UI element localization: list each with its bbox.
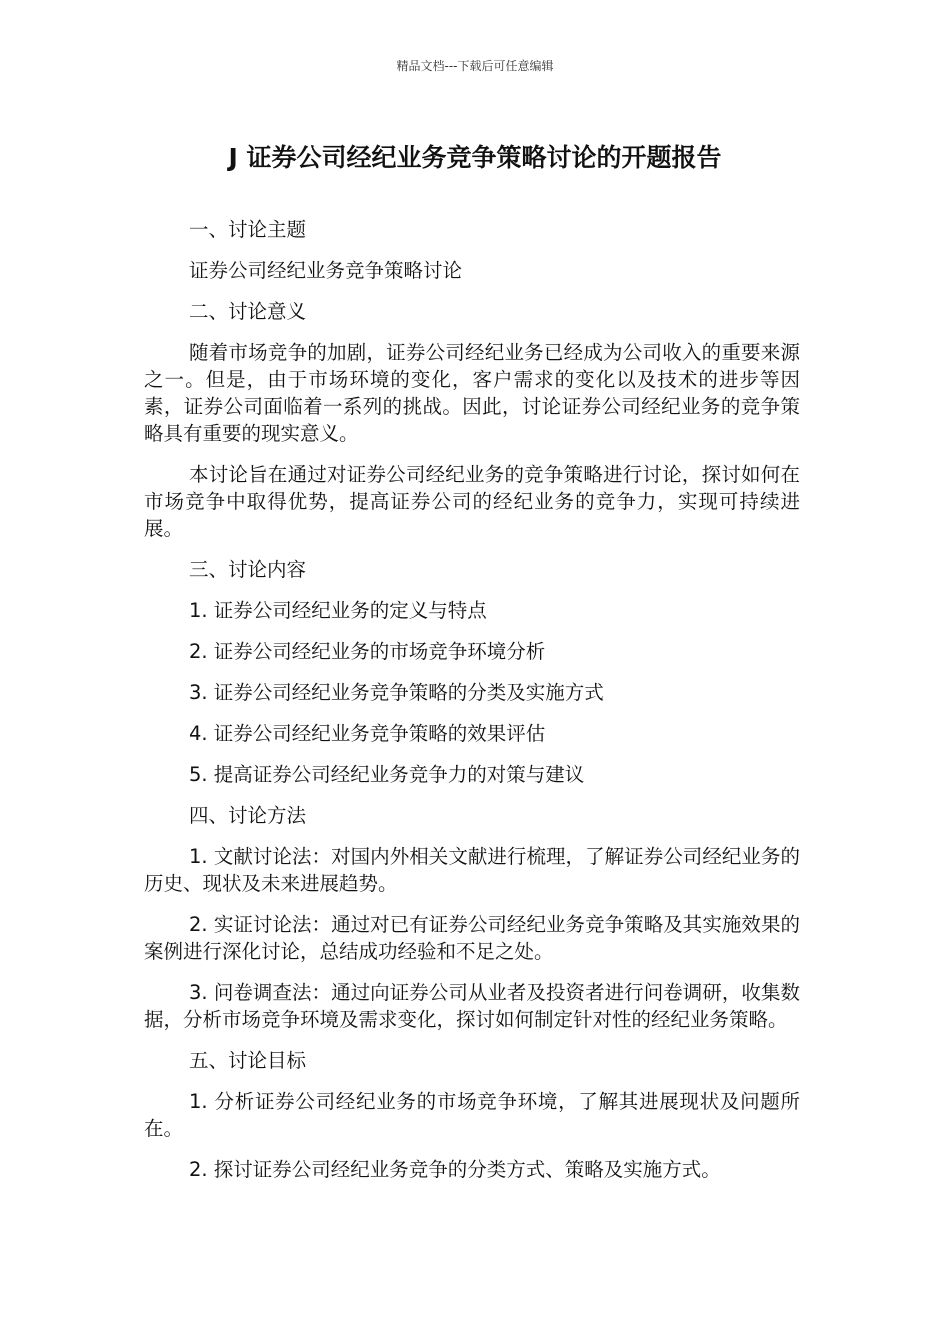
- content-item: 4. 证券公司经纪业务竞争策略的效果评估: [189, 722, 546, 745]
- section-heading-content: 三、讨论内容: [189, 558, 307, 581]
- goal-item: 2. 探讨证券公司经纪业务竞争的分类方式、策略及实施方式。: [189, 1158, 721, 1181]
- content-item: 2. 证券公司经纪业务的市场竞争环境分析: [189, 640, 546, 663]
- significance-paragraph-2: 本讨论旨在通过对证券公司经纪业务的竞争策略进行讨论，探讨如何在市场竞争中取得优势，提高证券公司的经纪业务的竞争力，实现可持续进展。: [144, 463, 800, 540]
- section-heading-topic: 一、讨论主题: [189, 218, 307, 241]
- section-heading-methods: 四、讨论方法: [189, 804, 307, 827]
- goal-item: 1. 分析证券公司经纪业务的市场竞争环境，了解其进展现状及问题所在。: [144, 1090, 800, 1140]
- topic-text: 证券公司经纪业务竞争策略讨论: [189, 259, 463, 282]
- significance-paragraph-1: 随着市场竞争的加剧，证券公司经纪业务已经成为公司收入的重要来源之一。但是，由于市场环境的变化，客户需求的变化以及技术的进步等因素，证券公司面临着一系列的挑战。因此，讨论证券公司经纪业务的竞争策略具有重要的现实意义。: [144, 341, 800, 445]
- method-item: 1. 文献讨论法：对国内外相关文献进行梳理，了解证券公司经纪业务的历史、现状及未来进展趋势。: [144, 845, 800, 895]
- method-item: 3. 问卷调查法：通过向证券公司从业者及投资者进行问卷调研，收集数据，分析市场竞争环境及需求变化，探讨如何制定针对性的经纪业务策略。: [144, 981, 800, 1031]
- section-heading-goals: 五、讨论目标: [189, 1049, 307, 1072]
- content-item: 1. 证券公司经纪业务的定义与特点: [189, 599, 487, 622]
- content-item: 5. 提高证券公司经纪业务竞争力的对策与建议: [189, 763, 585, 786]
- document-body: [144, 216, 800, 1197]
- method-item: 2. 实证讨论法：通过对已有证券公司经纪业务竞争策略及其实施效果的案例进行深化讨论，总结成功经验和不足之处。: [144, 913, 800, 963]
- header-note: 精品文档---下载后可任意编辑: [396, 59, 554, 73]
- document-title: J 证券公司经纪业务竞争策略讨论的开题报告: [228, 143, 722, 172]
- content-item: 3. 证券公司经纪业务竞争策略的分类及实施方式: [189, 681, 604, 704]
- section-heading-significance: 二、讨论意义: [189, 300, 307, 323]
